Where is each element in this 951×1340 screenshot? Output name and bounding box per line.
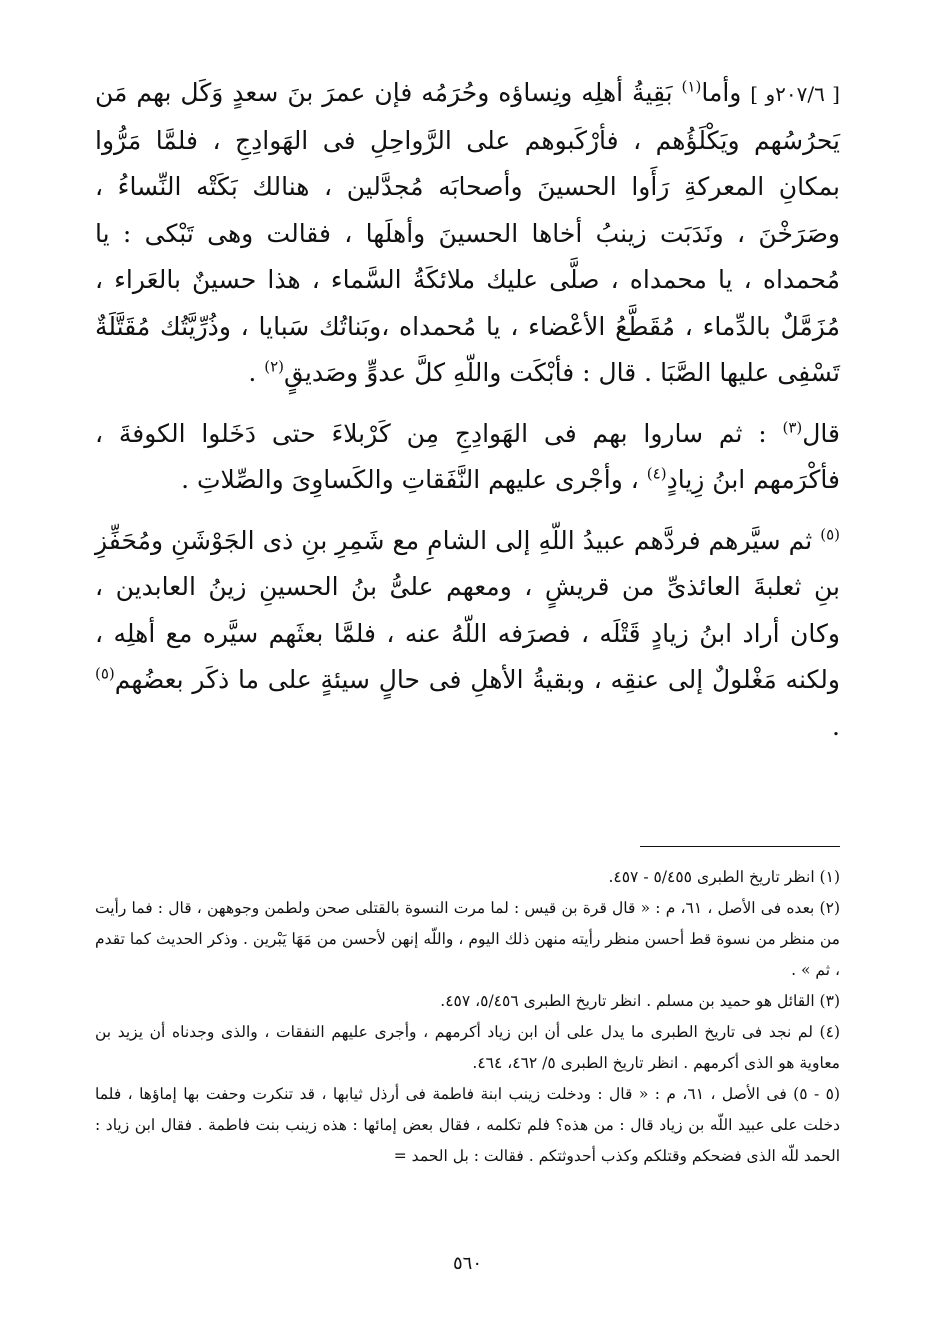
footnotes bbox=[95, 862, 840, 1172]
paragraph-text: : ثم ساروا بهم فى الهَوادِجِ مِن كَرْبلاءَ حتى دَخَلوا الكوفةَ ، فأكْرَمهم ابنُ زِيادٍ bbox=[95, 418, 840, 494]
footnote-marker-2: (٢) bbox=[264, 357, 285, 376]
volume-folio-ref: [ ٢٠٧/٦و ] bbox=[750, 82, 840, 106]
footnote-5: (٥ - ٥) فى الأصل ، ٦١، م : « قال : ودخلت زينب ابنة فاطمة فى أرذل ثيابها ، قد تنكرت وحفت بها إماؤها ، فلما دخلت على عبيد اللّه بن زياد قال : من هذه؟ فلم تكلمه ، فقال بعض إمائها : هذه زينب بنت فاطمة . فقال ابن زياد : الحمد للّه الذى فضحكم وقتلكم وكذب أحدوثتكم . فقالت : بل الحمد = bbox=[95, 1085, 841, 1165]
footnote-marker-3: (٣) bbox=[782, 418, 803, 437]
footnote-marker-5-close: (٥) bbox=[95, 664, 115, 683]
footnote-1: (١) انظر تاريخ الطبرى ٥/٤٥٥ - ٤٥٧. bbox=[608, 868, 840, 886]
footnote-3: (٣) القائل هو حميد بن مسلم . انظر تاريخ الطبرى ٥/٤٥٦، ٤٥٧. bbox=[440, 992, 840, 1010]
paragraph-end: ، وأجْرى عليهم النَّفَقاتِ والكَساوِىَ والصِّلاتِ . bbox=[181, 465, 639, 494]
paragraph-end: . bbox=[248, 358, 257, 387]
paragraph-2 bbox=[95, 411, 840, 504]
paragraph-lead: وأما bbox=[701, 78, 742, 107]
footnote-marker-5-open: (٥) bbox=[820, 525, 840, 544]
book-page bbox=[95, 70, 840, 1300]
footnote-separator bbox=[640, 846, 840, 847]
page-number: ٥٦٠ bbox=[452, 1253, 482, 1274]
paragraph-end: . bbox=[832, 711, 840, 741]
paragraph-text: بَقِيةُ أهلِه ونِساؤه وحُرَمُه فإن عمرَ بنَ سعدٍ وَكَل بهم مَن يَحرُسُهم ويَكْلَؤُهم ، فأرْكَبوهم على الرَّواحِلِ فى الهَوادِجِ ، فلمَّا مَرُّوا بمكانِ المعركةِ رَأَوا الحسينَ وأصحابَه مُجدَّلين ، هنالك بَكَتْه النِّساءُ ، وصَرَخْنَ ، ونَدَبَت زينبُ أخاها الحسينَ وأهلَها ، فقالت وهى تَبْكى : يا مُحمداه ، يا محمداه ، صلَّى عليك ملائكَةُ السَّماء ، هذا حسينٌ بالعَراء ، مُزَمَّلٌ بالدِّماء ، مُقَطَّعُ الأعْضاء ، يا مُحمداه ،وبَناتُك سَبايا ، وذُرِّيَّتُك مُقَتَّلَةٌ تَسْفِى عليها الصَّبَا . قال : فأبْكَت واللّهِ كلَّ عدوٍّ وصَديقٍ bbox=[95, 78, 840, 387]
footnote-4: (٤) لم نجد فى تاريخ الطبرى ما يدل على أن ابن زياد أكرمهم ، وأجرى عليهم النفقات ، والذى وجدناه أن يزيد بن معاوية هو الذى أكرمهم . انظر تاريخ الطبرى ٥/ ٤٦٢، ٤٦٤. bbox=[95, 1023, 840, 1072]
footnote-marker-1: (١) bbox=[681, 77, 702, 96]
footnote-marker-4: (٤) bbox=[646, 464, 667, 483]
paragraph-1 bbox=[95, 70, 840, 397]
footnote-2: (٢) بعده فى الأصل ، ٦١، م : « قال قرة بن قيس : لما مرت النسوة بالقتلى صحن ولطمن وجوههن ، قال : فما رأيت من منظر من نسوة قط أحسن منظر رأيته منهن ذلك اليوم ، واللّه إنهن لأحسن من مَهَا يَبْرين . وذكر الحديث كما تقدم ، ثم » . bbox=[95, 899, 840, 979]
paragraph-lead: قال bbox=[802, 418, 840, 448]
main-text bbox=[95, 70, 840, 750]
paragraph-text: ثم سيَّرهم فردَّهم عبيدُ اللّهِ إلى الشامِ مع شَمِرِ بنِ ذى الجَوْشَنِ ومُحَفِّزِ بنِ ثعلبةَ العائذىِّ من قريشٍ ، ومعهم علىُّ بنُ الحسينِ زينُ العابدين ، وكان أراد ابنُ زيادٍ قَتْلَه ، فصرَفه اللّهُ عنه ، فلمَّا بعثَهم سيَّره مع أهلِه ، ولكنه مَغْلولٌ إلى عنقِه ، وبقيةُ الأهلِ فى حالٍ سيئةٍ على ما ذكَر بعضُهم bbox=[95, 525, 840, 694]
paragraph-3 bbox=[95, 518, 840, 751]
